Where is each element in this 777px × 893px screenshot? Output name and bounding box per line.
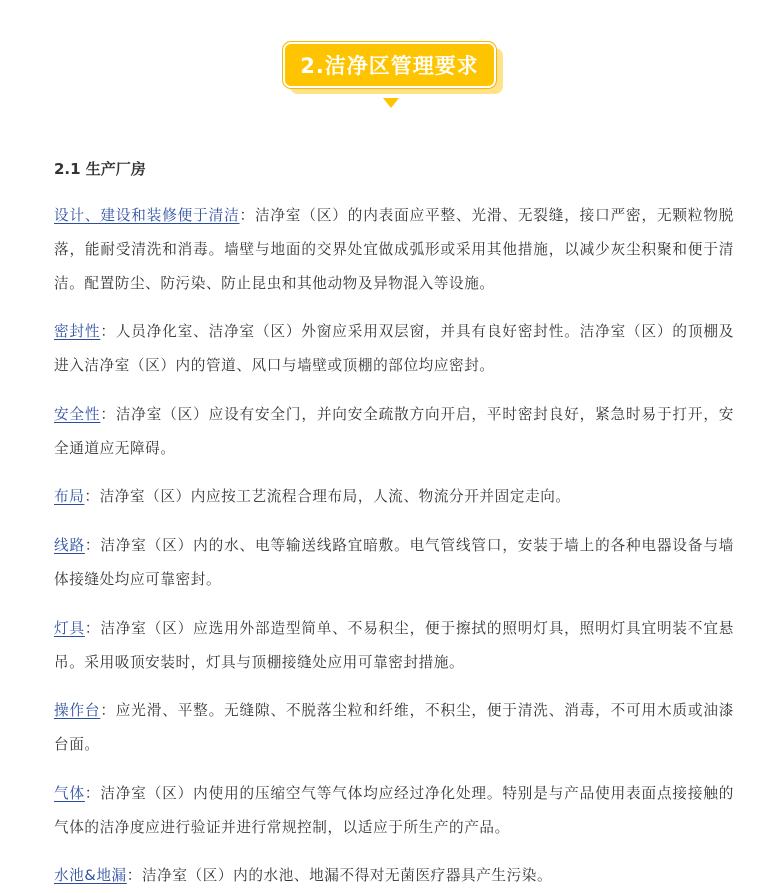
page-title: 2.洁净区管理要求 xyxy=(300,54,479,78)
paragraph-layout xyxy=(54,480,734,514)
paragraph-text: ：洁净室（区）的内表面应平整、光滑、无裂缝，接口严密，无颗粒物脱落，能耐受清洗和消毒。墙壁与地面的交界处宜做成弧形或采用其他措施，以减少灰尘积聚和便于清洁。配置防尘、防污染、防止昆虫和其他动物及异物混入等设施。 xyxy=(54,206,735,292)
paragraph-text: ：洁净室（区）内应按工艺流程合理布局，人流、物流分开并固定走向。 xyxy=(84,488,571,506)
term-link[interactable]: 安全性 xyxy=(54,405,101,423)
paragraph-workbench xyxy=(54,694,734,762)
paragraph-gas xyxy=(54,777,734,845)
term-link[interactable]: 线路 xyxy=(54,536,85,554)
term-link[interactable]: 气体 xyxy=(54,784,85,802)
paragraph-text: ：应光滑、平整。无缝隙、不脱落尘粒和纤维，不积尘，便于清洗、消毒，不可用木质或油漆台面。 xyxy=(54,702,734,754)
title-badge xyxy=(283,42,496,88)
section-title: 2.1 生产厂房 xyxy=(54,160,146,178)
paragraph-text: ：洁净室（区）内使用的压缩空气等气体均应经过净化处理。特别是与产品使用表面点接接触的气体的洁净度应进行验证并进行常规控制，以适应于所生产的产品。 xyxy=(54,784,734,836)
paragraph-lighting xyxy=(54,612,734,680)
term-link[interactable]: 布局 xyxy=(54,488,85,506)
paragraph-text: ：洁净室（区）内的水池、地漏不得对无菌医疗器具产生污染。 xyxy=(126,867,553,885)
paragraph-sealing xyxy=(54,315,734,383)
paragraph-text: ：人员净化室、洁净室（区）外窗应采用双层窗，并具有良好密封性。洁净室（区）的顶棚及进入洁净室（区）内的管道、风口与墙壁或顶棚的部位均应密封。 xyxy=(54,323,734,375)
paragraph-safety xyxy=(54,398,734,466)
term-link[interactable]: 水池&地漏 xyxy=(54,867,127,885)
paragraph-wiring xyxy=(54,529,734,597)
section-header xyxy=(0,38,777,108)
term-link[interactable]: 设计、建设和装修便于清洁 xyxy=(54,206,240,224)
triangle-down-icon xyxy=(383,98,399,108)
term-link[interactable]: 操作台 xyxy=(54,702,101,720)
term-link[interactable]: 灯具 xyxy=(54,619,85,637)
article-body xyxy=(54,154,734,893)
term-link[interactable]: 密封性 xyxy=(54,323,101,341)
paragraph-text: ：洁净室（区）应选用外部造型简单、不易积尘，便于擦拭的照明灯具，照明灯具宜明装不宜悬吊。采用吸顶安装时，灯具与顶棚接缝处应用可靠密封措施。 xyxy=(54,619,734,671)
paragraph-sink-drain xyxy=(54,859,734,893)
paragraph-cleanability xyxy=(54,199,734,301)
paragraph-text: ：洁净室（区）应设有安全门，并向安全疏散方向开启，平时密封良好，紧急时易于打开，安全通道应无障碍。 xyxy=(54,405,734,457)
paragraph-text: ：洁净室（区）内的水、电等输送线路宜暗敷。电气管线管口，安装于墙上的各种电器设备与墙体接缝处均应可靠密封。 xyxy=(54,536,734,588)
